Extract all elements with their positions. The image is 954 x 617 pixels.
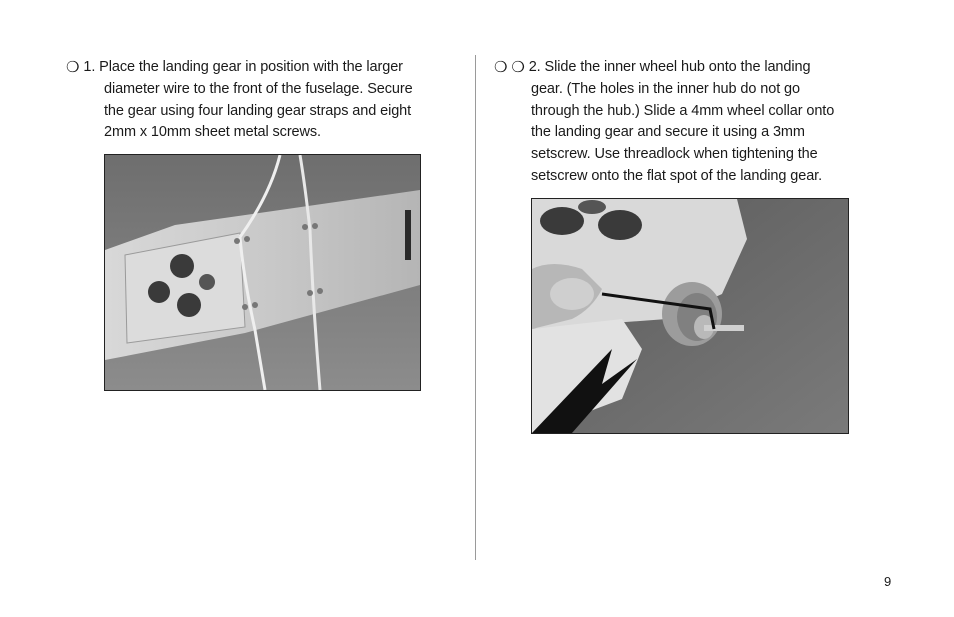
wheel-hub-collar-photo [531,198,849,434]
step-2-line-6: setscrew onto the flat spot of the landing gear. [531,167,823,184]
step-2-line-3: through the hub.) Slide a 4mm wheel collar onto [531,102,835,119]
step-2-instructions [494,56,874,188]
step-2-line-2: gear. (The holes in the inner hub do not go [531,80,800,97]
step-1-line-4: 2mm x 10mm sheet metal screws. [104,124,321,141]
step-2-line-1: ❍ ❍ 2. Slide the inner wheel hub onto the landing [494,56,874,79]
checkbox-icon[interactable]: ❍ [66,59,80,76]
column-divider [475,55,476,560]
step-1-instructions [66,56,446,144]
step-2-line-4: the landing gear and secure it using a 3mm [531,124,805,141]
checkbox-icon[interactable]: ❍ [494,59,508,76]
page-number: 9 [884,574,892,589]
step-1-line-3: the gear using four landing gear straps and eight [104,102,412,119]
step-1-line-1: ❍ 1. Place the landing gear in position with the larger [66,56,446,79]
step-2-line-5: setscrew. Use threadlock when tightening the [531,146,818,163]
step-1-line-2: diameter wire to the front of the fuselage. Secure [104,80,413,97]
checkbox-icon[interactable]: ❍ [511,59,525,76]
landing-gear-fuselage-photo [104,154,421,391]
